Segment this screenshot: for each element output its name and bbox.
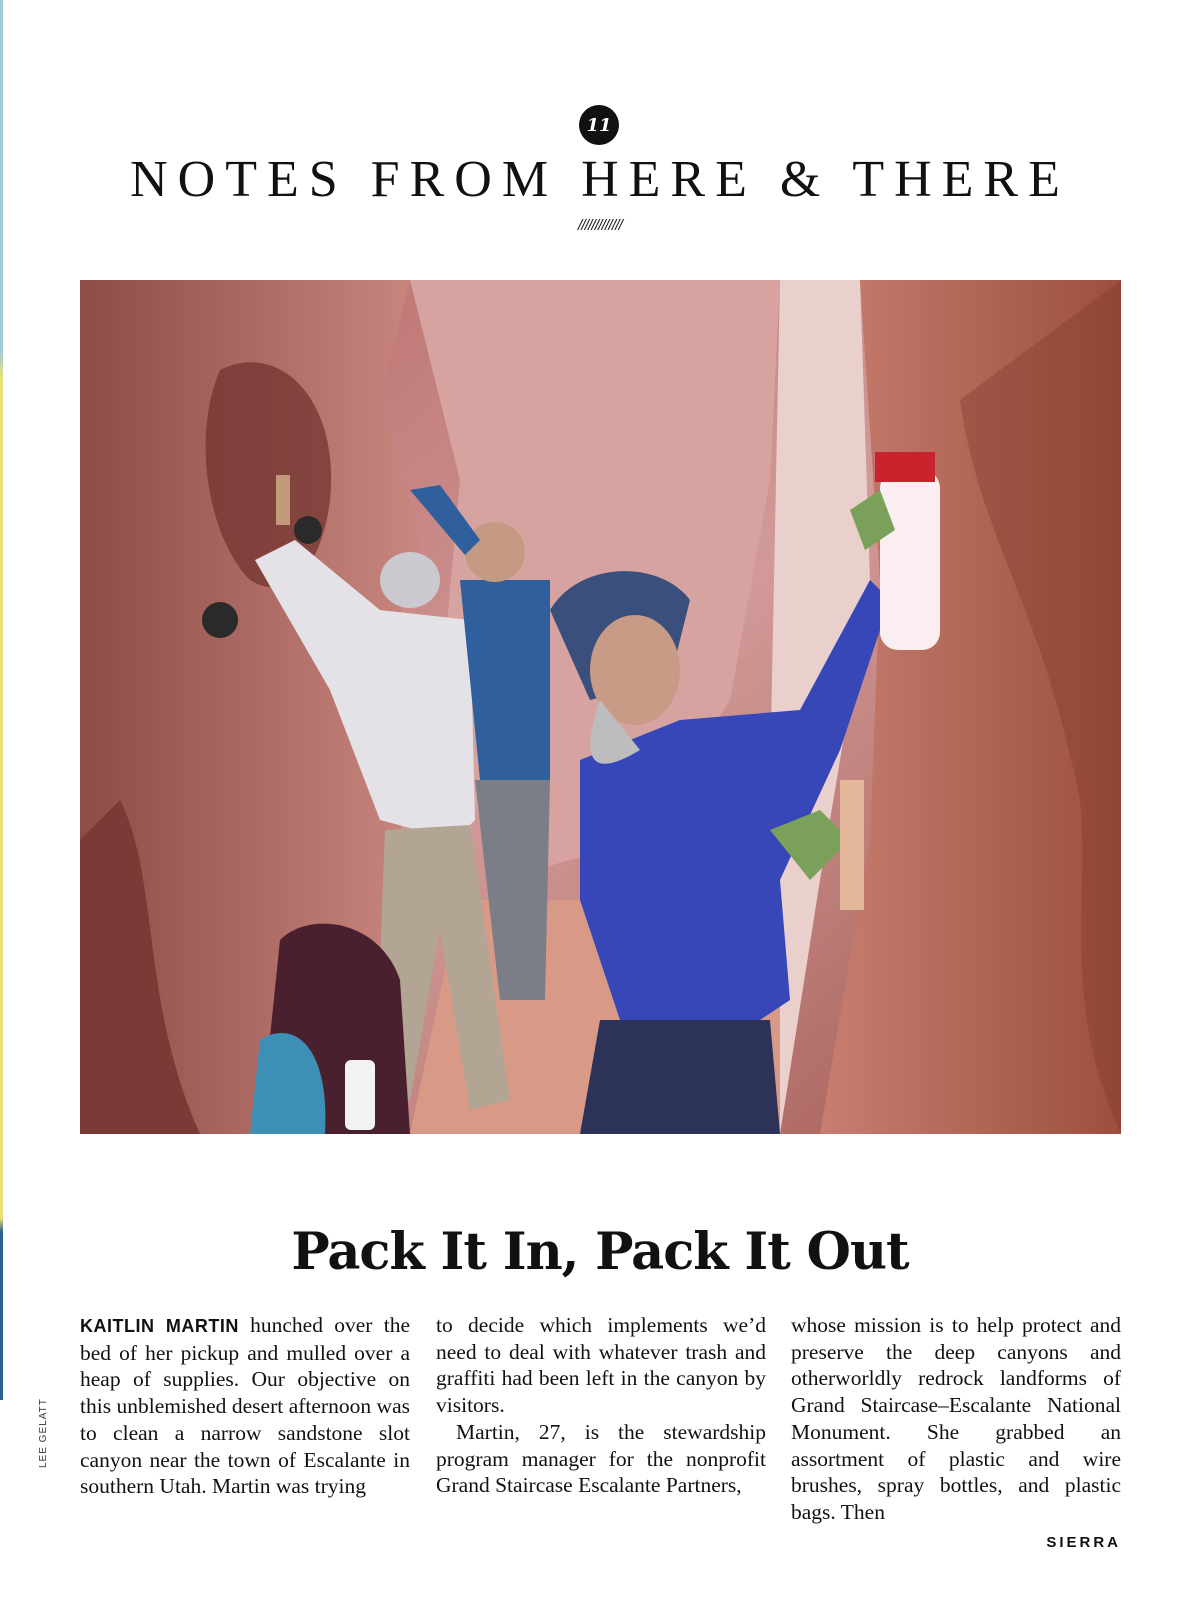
photo-illustration (80, 280, 1121, 1134)
paragraph: to decide which implements we’d need to deal with whatever trash and graffiti had been left in the canyon by visitors. (436, 1313, 766, 1418)
lead-in: KAITLIN MARTIN (80, 1316, 239, 1336)
article-column-3 (791, 1312, 1121, 1526)
article-column-1 (80, 1312, 410, 1500)
section-title: NOTES FROM HERE & THERE (130, 151, 1070, 208)
paragraph: Martin, 27, is the stewardship program manager for the nonprofit Grand Staircase Escalante Partners, (436, 1419, 766, 1498)
page-edge-strip (0, 0, 3, 1400)
paragraph (80, 1312, 410, 1500)
section-rule: ///////////// (578, 218, 622, 233)
canyon-cleanup-photo (80, 280, 1121, 1134)
section-number-badge (579, 105, 619, 145)
article-column-2 (436, 1312, 766, 1499)
paragraph: whose mission is to help protect and preserve the deep canyons and otherworldly redrock landforms of Grand Staircase–Escalante National Monument. She grabbed an assortment of plastic and wire brushes, spray bottles, and plastic bags. Then (791, 1313, 1121, 1524)
photo-credit: LEE GELATT (38, 1398, 49, 1468)
article-headline: Pack It In, Pack It Out (291, 1222, 909, 1282)
section-number: 11 (586, 114, 612, 136)
magazine-folio: SIERRA (1046, 1534, 1121, 1551)
column-text: hunched over the bed of her pickup and mulled over a heap of supplies. Our objective on this unblemished desert afternoon was to clean a narrow sandstone slot canyon near the town of Escalante in southern Utah. Martin was trying (80, 1313, 410, 1499)
